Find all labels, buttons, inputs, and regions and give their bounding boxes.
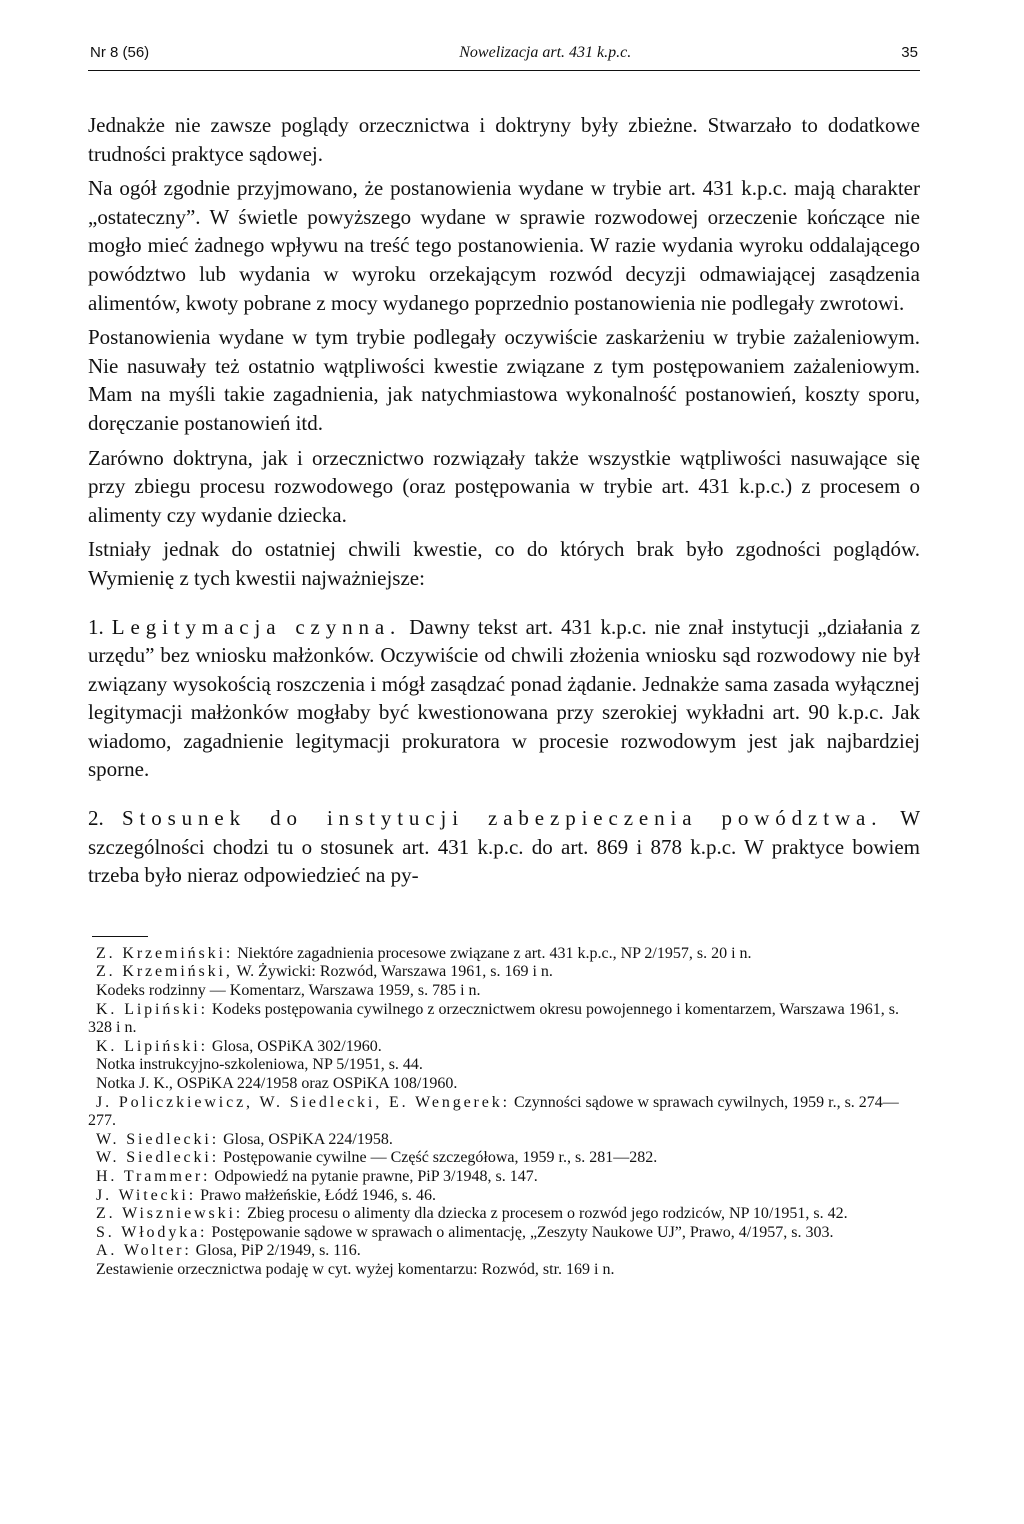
footnote-text: W. Żywicki: Rozwód, Warszawa 1961, s. 169 i n. [236,963,553,981]
paragraph-3: Postanowienia wydane w tym trybie podlegały oczywiście zaskarżeniu w trybie zażaleniowym. Nie nasuwały też ostatnio wątpliwości kwestie związane z tym postępowaniem zażaleniowym. Mam na myśli takie zagadnienia, jak natychmiastowa wykonalność postanowień, koszty sporu, doręczanie postanowień itd. [88,325,920,435]
footnote-list [88,945,920,1280]
list-item-text: Dawny tekst art. 431 k.p.c. nie znał instytucji „działania z urzędu” bez wniosku małżonków. Oczywiście od chwili złożenia wniosku sąd rozwodowy nie był związany wysokością roszczenia i mógł zasądzać ponad żądanie. Jednakże sama zasada wyłącznej legitymacji małżonków mogłaby być kwestionowana przy szerokiej wykładni art. 90 k.p.c. Jak wiadomo, zagadnienie legitymacji prokuratora w procesie rozwodowym jest jak najbardziej sporne. [88,614,921,782]
footnote-author: K. Lipiński: [96,1037,208,1055]
footnote-text: Glosa, PiP 2/1949, s. 116. [195,1242,361,1260]
footnote-author: J. Witecki: [96,1186,197,1204]
footnote-text: Czynności sądowe w sprawach cywilnych, 1959 r., s. 274—277. [88,1093,899,1130]
list-item-number: 1. [88,614,104,639]
list-item-heading: Stosunek do instytucji zabezpieczenia powództwa. [121,806,883,831]
footnote-text: Glosa, OSPiKA 224/1958. [223,1130,393,1148]
footnote-author: K. Lipiński: [96,1000,208,1018]
footnote-text: Prawo małżeńskie, Łódź 1946, s. 46. [200,1186,437,1204]
footnote-entry [88,1094,920,1131]
footnote-text: Notka instrukcyjno-szkoleniowa, NP 5/1951, s. 44. [96,1056,423,1074]
running-title: Nowelizacja art. 431 k.p.c. [459,44,632,61]
paragraph-1: Jednakże nie zawsze poglądy orzecznictwa i doktryny były zbieżne. Stwarzało to dodatkowe trudności praktyce sądowej. [88,113,920,166]
footnote-text: Kodeks rodzinny — Komentarz, Warszawa 1959, s. 785 i n. [96,982,481,1000]
running-header [88,44,920,71]
footnote-text: Niektóre zagadnienia procesowe związane z art. 431 k.p.c., NP 2/1957, s. 20 i n. [237,944,752,962]
footnote-author: W. Siedlecki: [96,1149,220,1167]
footnote-author: H. Trammer: [96,1167,211,1185]
footnote-entry [88,1224,920,1243]
footnote-text: Postępowanie sądowe w sprawach o alimentację, „Zeszyty Naukowe UJ”, Prawo, 4/1957, s. 303. [211,1223,834,1241]
footnote-author: J. Policzkiewicz, W. Siedlecki, E. Wengerek: [96,1093,510,1111]
footnote-text: Odpowiedź na pytanie prawne, PiP 3/1948, s. 147. [214,1167,538,1185]
list-item-1 [88,613,920,785]
footnote-author: Z. Krzemiński: [96,944,234,962]
footnote-text: Postępowanie cywilne — Część szczegółowa, 1959 r., s. 281—282. [223,1149,658,1167]
footnote-entry [88,1075,920,1094]
footnote-entry [88,1205,920,1224]
footnote-author: W. Siedlecki: [96,1130,220,1148]
main-text [88,111,920,890]
footnote-entry [88,1001,920,1038]
footnote-author: Z. Wiszniewski: [96,1205,244,1223]
footnote-entry [88,1168,920,1187]
footnote-text: Zestawienie orzecznictwa podaję w cyt. wyżej komentarzu: Rozwód, str. 169 i n. [96,1260,615,1278]
paragraph-5: Istniały jednak do ostatniej chwili kwestie, co do których brak było zgodności poglądów. Wymienię z tych kwestii najważniejsze: [88,537,920,590]
list-item-number: 2. [88,806,104,831]
footnote-entry [88,1187,920,1206]
footnote-text: Kodeks postępowania cywilnego z orzecznictwem okresu powojennego i komentarzem, Warszawa 1961, s. 328 i n. [88,1000,899,1037]
footnote-author: A. Wolter: [96,1242,192,1260]
list-item-heading: Legitymacja czynna. [111,614,402,639]
footnote-divider [92,936,148,937]
issue-number: Nr 8 (56) [90,44,150,61]
footnote-author: Z. Krzemiński, [96,963,233,981]
list-item-2 [88,804,920,890]
footnote-entry [88,1038,920,1057]
footnote-entry [88,945,920,964]
paragraph-2: Na ogół zgodnie przyjmowano, że postanowienia wydane w trybie art. 431 k.p.c. mają charakter „ostateczny”. W świetle powyższego wydane w sprawie rozwodowej orzeczenie kończące nie mogło mieć żadnego wpływu na treść tego postanowienia. W razie wydania wyroku oddalającego powództwo lub wydania w wyroku orzekającym rozwód decyzji odmawiającej zasądzenia alimentów, kwoty pobrane z mocy wydanego poprzednio postanowienia nie podlegały zwrotowi. [88,176,920,315]
footnote-entry [88,1149,920,1168]
footnote-entry [88,1242,920,1261]
page-number: 35 [901,44,918,61]
footnote-entry [88,1261,920,1280]
footnotes [88,936,920,1280]
footnote-text: Glosa, OSPiKA 302/1960. [211,1037,382,1055]
footnote-entry [88,963,920,982]
list-item-text: W szczególności chodzi tu o stosunek art. 431 k.p.c. do art. 869 i 878 k.p.c. W praktyce bowiem trzeba było nieraz odpowiedzieć na py- [88,806,921,888]
paragraph-4: Zarówno doktryna, jak i orzecznictwo rozwiązały także wszystkie wątpliwości nasuwające się przy zbiegu procesu rozwodowego (oraz postępowania w trybie art. 431 k.p.c.) z procesem o alimenty czy wydanie dziecka. [88,445,920,527]
footnote-text: Zbieg procesu o alimenty dla dziecka z procesem o rozwód jego rodziców, NP 10/1951, s. 42. [247,1205,848,1223]
footnote-author: S. Włodyka: [96,1223,208,1241]
footnote-text: Notka J. K., OSPiKA 224/1958 oraz OSPiKA 108/1960. [96,1075,458,1092]
footnote-entry [88,1131,920,1150]
footnote-entry [88,982,920,1001]
footnote-entry [88,1056,920,1075]
